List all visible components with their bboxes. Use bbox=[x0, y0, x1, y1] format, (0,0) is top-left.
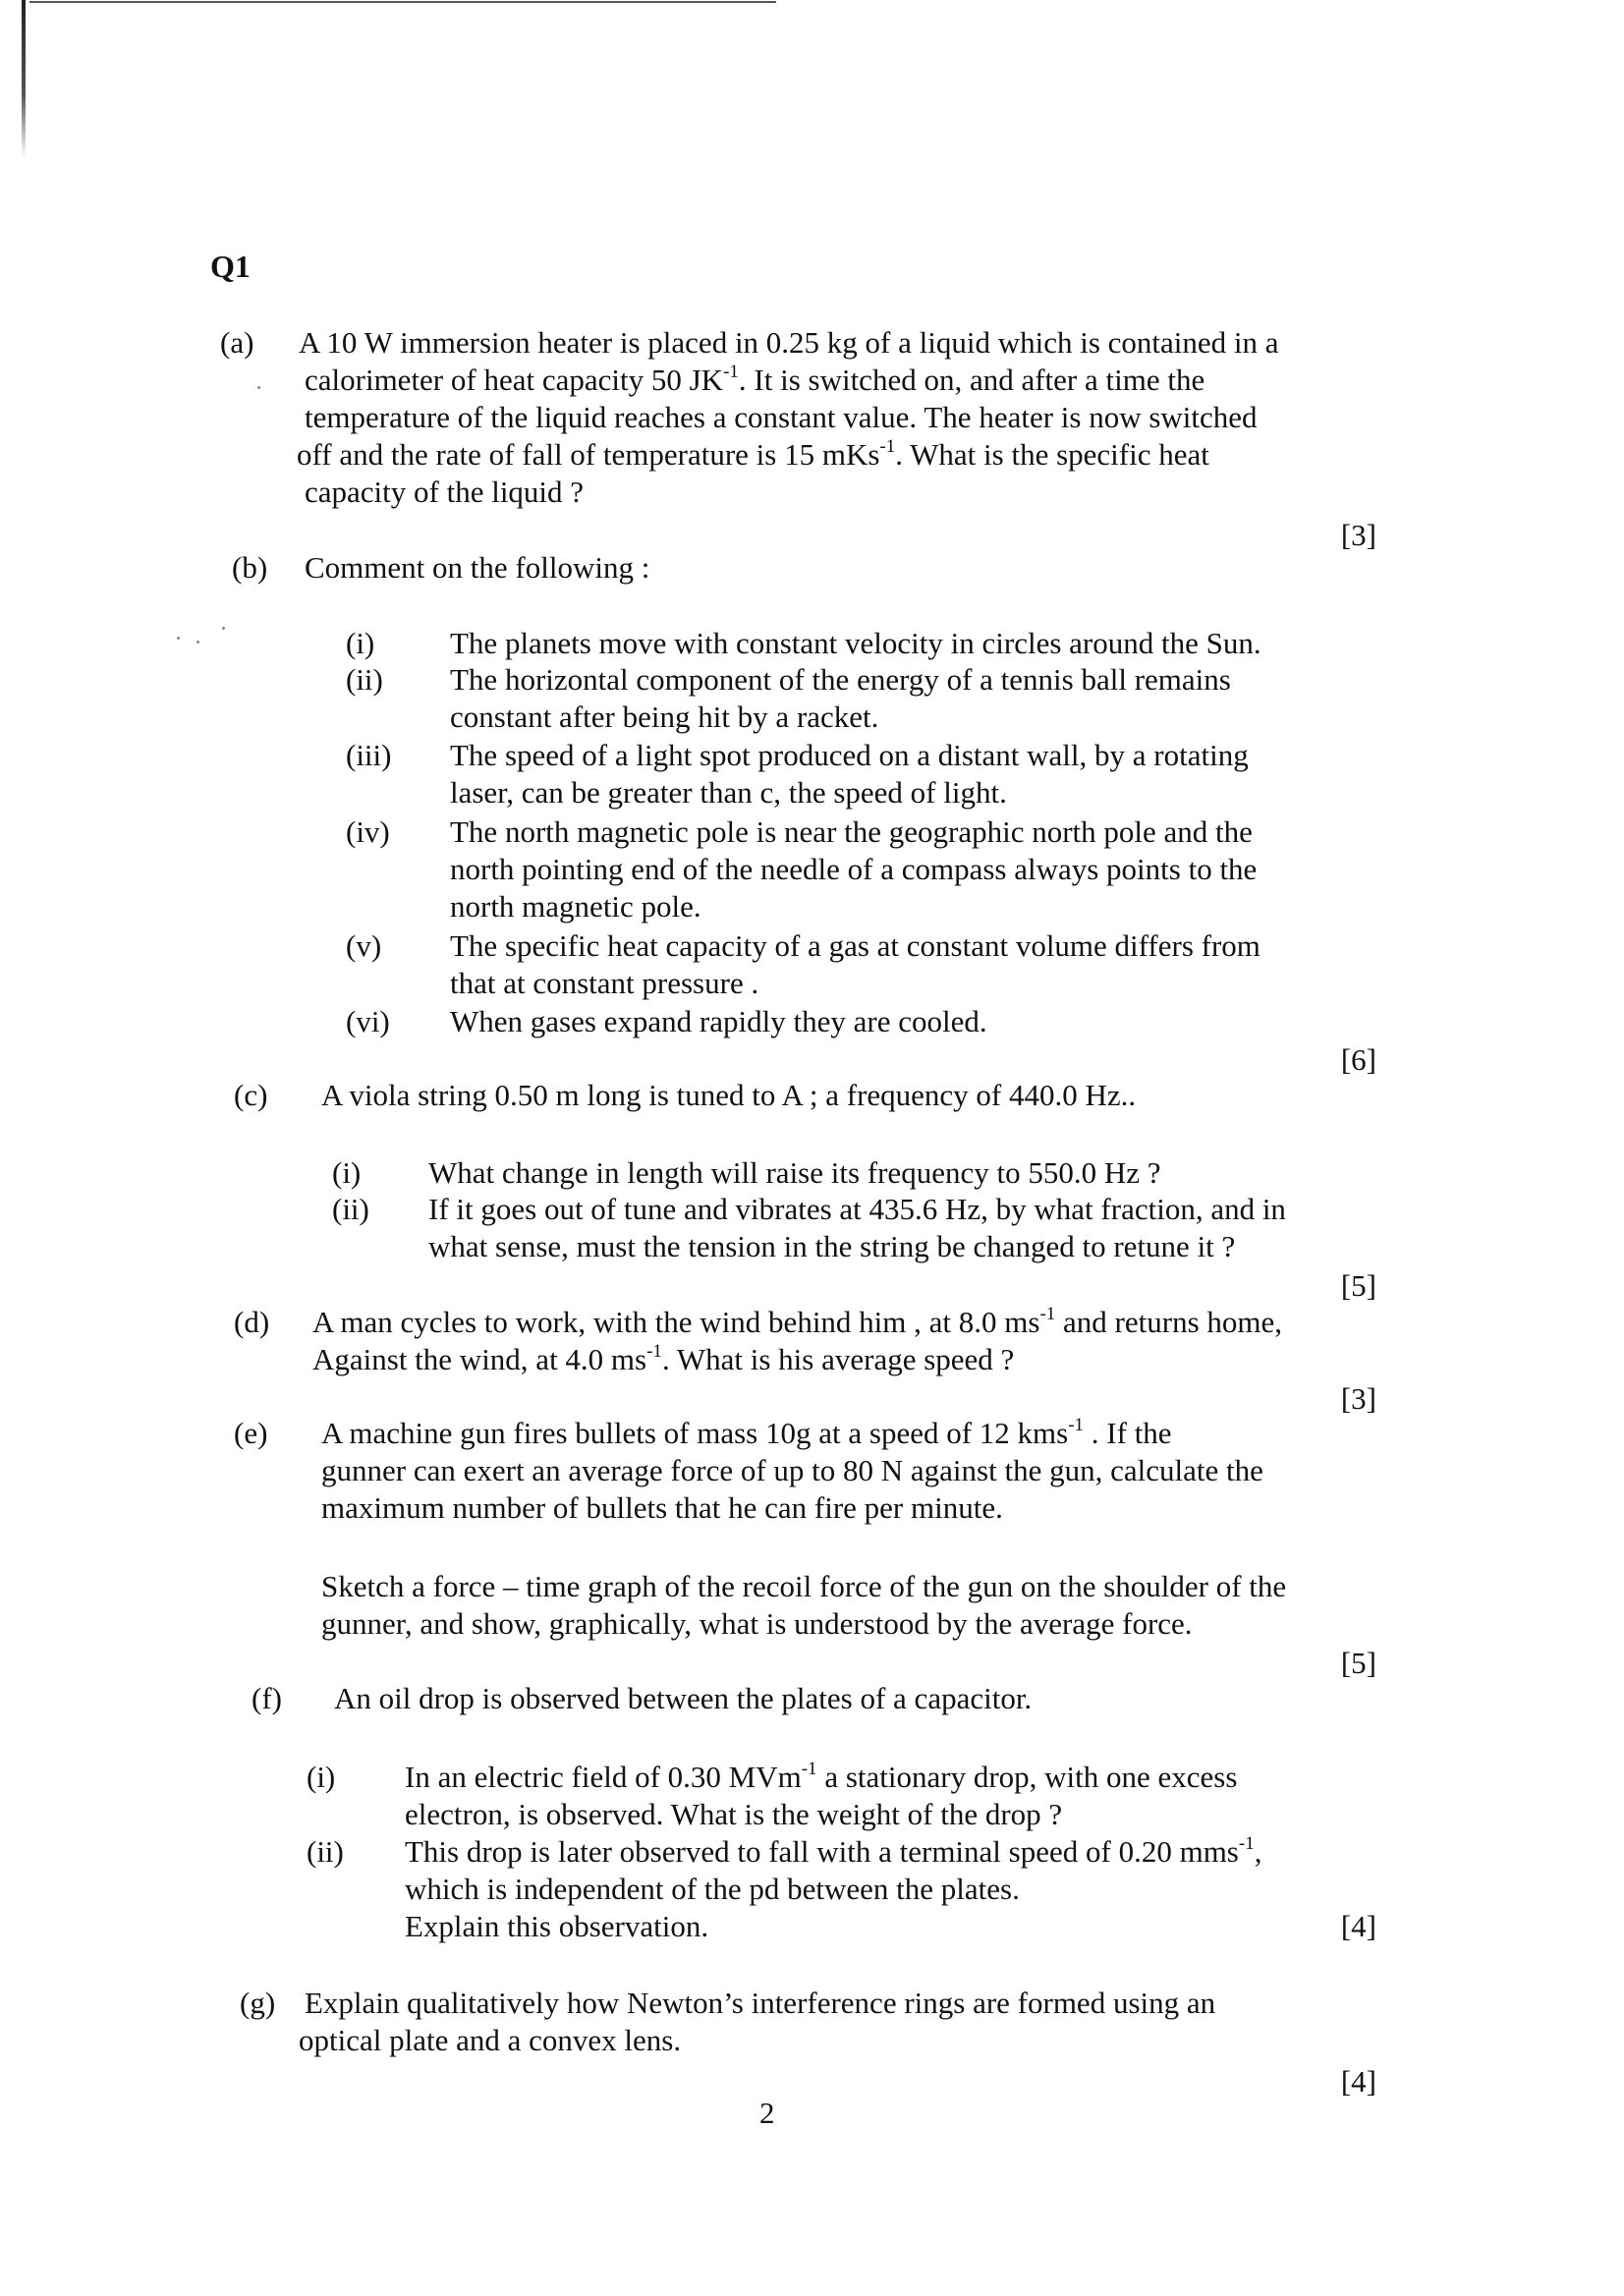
part-c-item-num: (ii) bbox=[332, 1192, 369, 1226]
part-d-label: (d) bbox=[234, 1305, 270, 1339]
part-a-line-5: capacity of the liquid ? bbox=[305, 475, 585, 509]
scan-speck bbox=[222, 627, 225, 630]
part-b-item-line: The specific heat capacity of a gas at constant volume differs from bbox=[450, 928, 1260, 963]
part-b-item-num: (iii) bbox=[346, 738, 392, 772]
part-e-line-3: maximum number of bullets that he can fire per minute. bbox=[321, 1490, 1003, 1525]
part-f-item-num: (ii) bbox=[307, 1834, 344, 1869]
part-b-item-line: north pointing end of the needle of a compass always points to the bbox=[450, 852, 1258, 886]
scan-speck bbox=[257, 386, 260, 389]
part-a-label: (a) bbox=[220, 325, 254, 360]
part-f-marks: [4] bbox=[1340, 1909, 1376, 1943]
part-c-item-line: what sense, must the tension in the string be changed to retune it ? bbox=[428, 1229, 1236, 1263]
part-c-intro: A viola string 0.50 m long is tuned to A ; a frequency of 440.0 Hz.. bbox=[321, 1078, 1137, 1112]
part-a-line-3: temperature of the liquid reaches a constant value. The heater is now switched bbox=[305, 400, 1258, 434]
part-d-line-2: Against the wind, at 4.0 $ms^{-1}$. What is his average speed ? bbox=[312, 1341, 1015, 1376]
part-b-item-num: (ii) bbox=[346, 662, 383, 697]
part-f-i-line-1: In an electric field of 0.30 MVm$^{-1}$ a stationary drop, with one excess bbox=[405, 1759, 1238, 1794]
part-b-item-line: The speed of a light spot produced on a distant wall, by a rotating bbox=[450, 738, 1249, 772]
part-g-line-1: Explain qualitatively how Newton’s interference rings are formed using an bbox=[305, 1986, 1216, 2020]
part-f-item-num: (i) bbox=[307, 1760, 336, 1794]
part-d-line-1: A man cycles to work, with the wind behind him , at 8.0 $ms^{-1}$ and returns home, bbox=[312, 1304, 1283, 1339]
part-g-marks: [4] bbox=[1340, 2064, 1376, 2099]
page-number: 2 bbox=[759, 2096, 775, 2130]
part-f-ii-line-2: which is independent of the pd between the plates. bbox=[405, 1872, 1020, 1906]
part-a-marks: [3] bbox=[1340, 518, 1376, 552]
part-e-line-4: Sketch a force – time graph of the recoil force of the gun on the shoulder of the bbox=[321, 1569, 1287, 1603]
part-a-line-1: A 10 W immersion heater is placed in 0.25 kg of a liquid which is contained in a bbox=[299, 325, 1279, 360]
part-b-item-num: (iv) bbox=[346, 814, 390, 849]
part-b-item-line: north magnetic pole. bbox=[450, 889, 701, 924]
part-f-ii-line-3: Explain this observation. bbox=[405, 1909, 709, 1943]
part-g-line-2: optical plate and a convex lens. bbox=[299, 2023, 682, 2057]
part-e-marks: [5] bbox=[1340, 1646, 1376, 1680]
part-f-i-line-2: electron, is observed. What is the weight of the drop ? bbox=[405, 1797, 1063, 1831]
part-e-line-1: A machine gun fires bullets of mass 10g at a speed of 12 kms$^{-1}$ . If the bbox=[321, 1415, 1172, 1450]
part-c-item-line: If it goes out of tune and vibrates at 435.6 Hz, by what fraction, and in bbox=[428, 1192, 1286, 1226]
part-c-item-num: (i) bbox=[332, 1155, 362, 1190]
part-f-intro: An oil drop is observed between the plates of a capacitor. bbox=[334, 1681, 1033, 1715]
part-e-label: (e) bbox=[234, 1416, 268, 1450]
part-f-ii-line-1: This drop is later observed to fall with a terminal speed of 0.20 mms$^{-1}$, bbox=[405, 1833, 1262, 1869]
part-g-label: (g) bbox=[240, 1986, 276, 2020]
part-b-item-line: The horizontal component of the energy of a tennis ball remains bbox=[450, 662, 1231, 697]
part-b-marks: [6] bbox=[1340, 1042, 1376, 1077]
part-e-line-2: gunner can exert an average force of up to 80 N against the gun, calculate the bbox=[321, 1453, 1263, 1487]
part-b-item-num: (i) bbox=[346, 626, 375, 660]
part-a-line-2: calorimeter of heat capacity 50 $JK^{-1}$. It is switched on, and after a time the bbox=[305, 362, 1205, 397]
part-b-item-line: The north magnetic pole is near the geographic north pole and the bbox=[450, 814, 1253, 849]
part-c-marks: [5] bbox=[1340, 1268, 1376, 1303]
part-b-item-line: When gases expand rapidly they are cooled. bbox=[450, 1004, 987, 1038]
part-b-item-line: laser, can be greater than c, the speed of light. bbox=[450, 775, 1007, 810]
top-rule bbox=[29, 1, 776, 3]
part-b-item-line: constant after being hit by a racket. bbox=[450, 700, 879, 734]
scan-artifact bbox=[22, 0, 26, 157]
part-b-intro: Comment on the following : bbox=[305, 550, 650, 585]
part-b-label: (b) bbox=[232, 550, 268, 585]
question-number: Q1 bbox=[210, 249, 251, 284]
part-e-line-5: gunner, and show, graphically, what is understood by the average force. bbox=[321, 1606, 1193, 1641]
part-b-item-num: (vi) bbox=[346, 1004, 390, 1038]
part-a-line-4: off and the rate of fall of temperature is 15 mKs$^{-1}$. What is the specific heat bbox=[297, 436, 1209, 472]
part-c-item-line: What change in length will raise its frequency to 550.0 Hz ? bbox=[428, 1155, 1161, 1190]
part-d-marks: [3] bbox=[1340, 1381, 1376, 1416]
part-b-item-line: The planets move with constant velocity in circles around the Sun. bbox=[450, 626, 1261, 660]
scan-speck bbox=[177, 637, 180, 640]
scan-speck bbox=[196, 641, 199, 644]
part-c-label: (c) bbox=[234, 1078, 268, 1112]
part-f-label: (f) bbox=[252, 1681, 282, 1715]
part-b-item-num: (v) bbox=[346, 928, 382, 963]
part-b-item-line: that at constant pressure . bbox=[450, 966, 759, 1000]
